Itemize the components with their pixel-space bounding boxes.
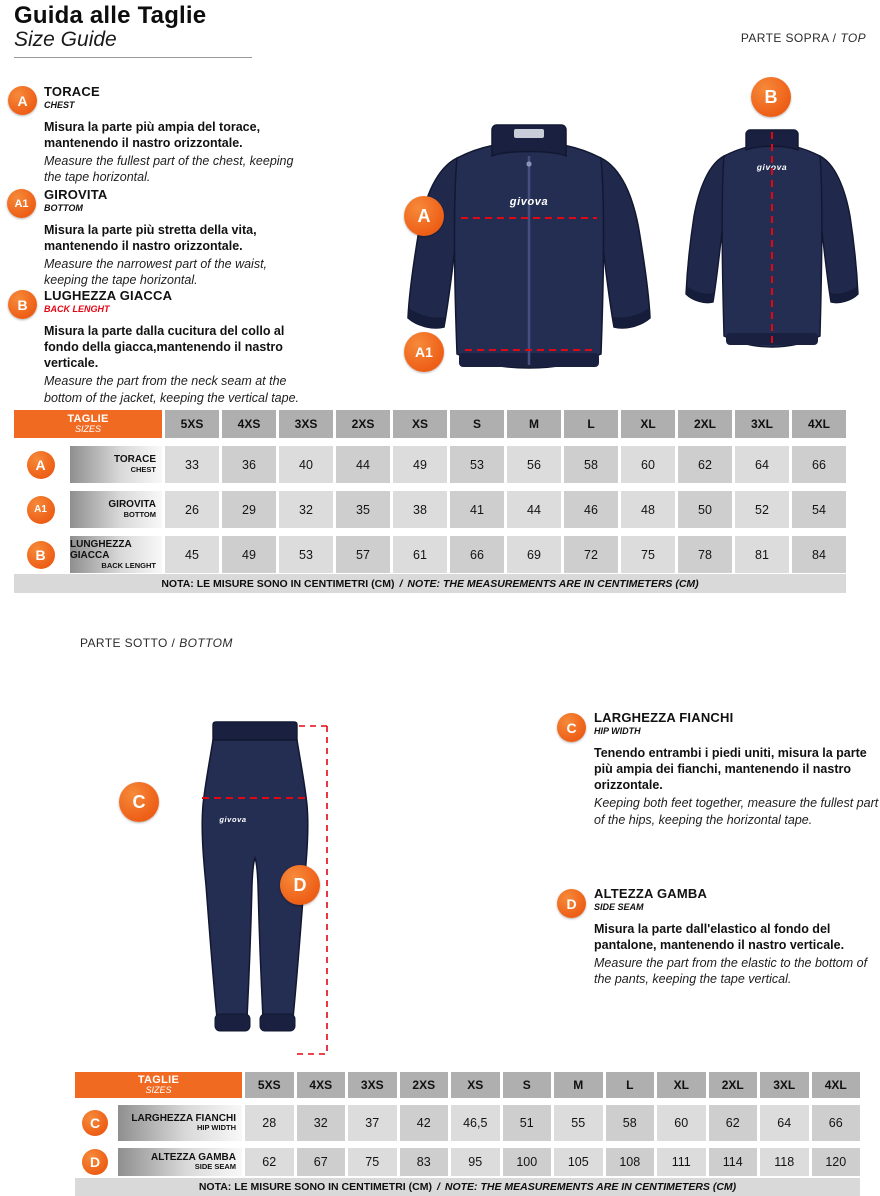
title-underline (14, 57, 252, 58)
size-column-header: XS (393, 410, 447, 438)
row-badge-cell (75, 1148, 115, 1176)
size-column-header: XL (621, 410, 675, 438)
jacket-back-image (676, 120, 868, 360)
row-badge: B (27, 541, 55, 569)
figure-badge-b: B (751, 77, 791, 117)
measure-desc-en: Measure the part from the neck seam at the bottom of the jacket, keeping the vertical tape. (44, 374, 300, 405)
size-value-cell: 32 (279, 491, 333, 528)
size-value-cell: 108 (606, 1148, 655, 1176)
section-label-top-text: PARTE SOPRA / (740, 31, 837, 45)
row-label-cell (118, 1105, 242, 1141)
size-value-cell: 84 (792, 536, 846, 573)
size-value-cell: 60 (657, 1105, 706, 1141)
row-label: TORACE (113, 454, 156, 466)
pants-right-cuff (260, 1014, 295, 1031)
section-label-bottom (80, 636, 233, 650)
measure-badge-d: D (557, 889, 586, 918)
measure-title: GIROVITA (44, 187, 108, 202)
size-column-header: S (503, 1072, 552, 1098)
figure-badge-d: D (280, 865, 320, 905)
size-column-header: XS (451, 1072, 500, 1098)
size-column-header: S (450, 410, 504, 438)
measure-badge-c: C (557, 713, 586, 742)
measure-subtitle: BACK LENGHT (44, 304, 110, 315)
size-column-header: M (507, 410, 561, 438)
size-value-cell: 111 (657, 1148, 706, 1176)
size-value-cell: 51 (503, 1105, 552, 1141)
measure-block-chest (44, 84, 299, 186)
row-label-cell (70, 536, 162, 573)
measure-block-back-length (44, 288, 299, 406)
note-english: NOTE: THE MEASUREMENTS ARE IN CENTIMETERS (CM) (444, 1181, 737, 1193)
jacket-left-sleeve (408, 158, 458, 328)
row-sublabel: CHEST (130, 464, 156, 474)
note-separator: / (399, 577, 403, 590)
size-column-header: 2XS (400, 1072, 449, 1098)
table-row (14, 491, 846, 528)
size-value-cell: 114 (709, 1148, 758, 1176)
size-value-cell: 44 (507, 491, 561, 528)
jacket-back-right-sleeve (820, 156, 858, 303)
note-english: NOTE: THE MEASUREMENTS ARE IN CENTIMETERS (CM) (407, 577, 699, 590)
size-value-cell: 49 (393, 446, 447, 483)
size-value-cell: 46,5 (451, 1105, 500, 1141)
row-label-cell (118, 1148, 242, 1176)
row-sublabel: BOTTOM (123, 509, 156, 519)
size-value-cell: 41 (450, 491, 504, 528)
page-title-italian: Guida alle Taglie (14, 2, 207, 29)
size-value-cell: 81 (735, 536, 789, 573)
section-label-top (741, 31, 866, 45)
measure-desc-it: Misura la parte dalla cucitura del collo al fondo della giacca,mantenendo il nastro verticale. (44, 323, 285, 370)
measure-subtitle: SIDE SEAM (594, 902, 644, 913)
table-row (75, 1148, 860, 1176)
measure-subtitle: BOTTOM (44, 203, 83, 214)
page-title-english: Size Guide (14, 28, 117, 51)
size-value-cell: 49 (222, 536, 276, 573)
size-value-cell: 33 (165, 446, 219, 483)
size-table-top (14, 410, 846, 581)
pants-waistband (213, 722, 297, 740)
size-value-cell: 42 (400, 1105, 449, 1141)
measure-desc-it: Misura la parte dall'elastico al fondo del pantalone, mantenendo il nastro verticale. (594, 921, 845, 952)
row-badge: D (82, 1149, 108, 1175)
measure-title: ALTEZZA GAMBA (594, 886, 708, 901)
row-badge: C (82, 1110, 108, 1136)
row-sublabel: SIDE SEAM (194, 1162, 236, 1172)
size-value-cell: 62 (678, 446, 732, 483)
measure-block-hip-width (594, 710, 880, 828)
row-badge-cell (14, 536, 67, 573)
size-value-cell: 100 (503, 1148, 552, 1176)
size-value-cell: 29 (222, 491, 276, 528)
zipper-pull (526, 161, 531, 166)
row-label: ALTEZZA GAMBA (151, 1151, 236, 1163)
size-value-cell: 56 (507, 446, 561, 483)
size-column-header: 4XL (812, 1072, 861, 1098)
row-badge: A (27, 451, 55, 479)
table-row (14, 446, 846, 483)
size-column-header: 2XL (678, 410, 732, 438)
jacket-right-sleeve (600, 158, 650, 328)
size-value-cell: 38 (393, 491, 447, 528)
brand-logo-text: givova (509, 196, 549, 208)
row-badge-cell (14, 446, 67, 483)
measure-title: LUGHEZZA GIACCA (44, 288, 173, 303)
measure-subtitle: CHEST (44, 100, 75, 111)
measure-badge-b: B (8, 290, 37, 319)
table-header-row (14, 410, 846, 438)
measure-desc-it: Misura la parte più stretta della vita, mantenendo il nastro orizzontale. (44, 222, 257, 253)
size-column-header: 4XL (792, 410, 846, 438)
size-value-cell: 67 (297, 1148, 346, 1176)
figure-badge-c: C (119, 782, 159, 822)
size-value-cell: 58 (564, 446, 618, 483)
size-value-cell: 36 (222, 446, 276, 483)
measure-title: LARGHEZZA FIANCHI (594, 710, 734, 725)
size-column-header: 2XS (336, 410, 390, 438)
table-corner-subtitle: SIZES (74, 424, 101, 435)
note-separator: / (436, 1181, 440, 1193)
table-corner-title: TAGLIE (137, 1074, 180, 1086)
size-value-cell: 118 (760, 1148, 809, 1176)
measure-badge-a: A (8, 86, 37, 115)
size-value-cell: 83 (400, 1148, 449, 1176)
size-value-cell: 46 (564, 491, 618, 528)
size-value-cell: 26 (165, 491, 219, 528)
size-value-cell: 105 (554, 1148, 603, 1176)
row-label: LUNGHEZZA GIACCA (70, 538, 132, 562)
size-value-cell: 28 (245, 1105, 294, 1141)
brand-logo-text-back: givova (756, 162, 788, 172)
size-column-header: 3XL (735, 410, 789, 438)
size-value-cell: 60 (621, 446, 675, 483)
size-column-header: L (564, 410, 618, 438)
measure-desc-it: Tenendo entrambi i piedi uniti, misura la parte più ampia dei fianchi, mantenendo il nastro orizzontale. (594, 745, 867, 792)
figure-badge-a1: A1 (404, 332, 444, 372)
section-label-bottom-em: BOTTOM (179, 636, 233, 650)
size-value-cell: 69 (507, 536, 561, 573)
size-value-cell: 53 (450, 446, 504, 483)
section-label-top-em: TOP (840, 31, 866, 45)
size-column-header: 4XS (297, 1072, 346, 1098)
measure-desc-it: Misura la parte più ampia del torace, mantenendo il nastro orizzontale. (44, 119, 261, 150)
measure-desc-en: Keeping both feet together, measure the fullest part of the hips, keeping the horizontal tape. (594, 796, 879, 827)
size-value-cell: 57 (336, 536, 390, 573)
measure-desc-en: Measure the fullest part of the chest, keeping the tape horizontal. (44, 154, 294, 185)
measure-badge-a1: A1 (7, 189, 36, 218)
measure-desc-en: Measure the narrowest part of the waist, keeping the tape horizontal. (44, 257, 268, 288)
size-column-header: 3XS (348, 1072, 397, 1098)
size-column-header: 3XL (760, 1072, 809, 1098)
size-value-cell: 66 (450, 536, 504, 573)
size-value-cell: 44 (336, 446, 390, 483)
size-value-cell: 53 (279, 536, 333, 573)
row-badge: A1 (27, 496, 55, 524)
row-label: GIROVITA (108, 499, 156, 511)
table-corner-cell (14, 410, 162, 438)
size-value-cell: 55 (554, 1105, 603, 1141)
figure-badge-a: A (404, 196, 444, 236)
collar-tag (514, 129, 544, 138)
table-corner-subtitle: SIZES (145, 1085, 172, 1096)
size-value-cell: 32 (297, 1105, 346, 1141)
size-column-header: 5XS (245, 1072, 294, 1098)
jacket-back-left-sleeve (686, 156, 724, 303)
size-column-header: L (606, 1072, 655, 1098)
size-value-cell: 48 (621, 491, 675, 528)
size-value-cell: 95 (451, 1148, 500, 1176)
size-value-cell: 52 (735, 491, 789, 528)
size-column-header: 3XS (279, 410, 333, 438)
size-column-header: XL (657, 1072, 706, 1098)
brand-logo-text-pants: givova (219, 815, 247, 824)
row-badge-cell (14, 491, 67, 528)
row-sublabel: HIP WIDTH (196, 1123, 236, 1133)
table-corner-cell (75, 1072, 242, 1098)
row-label-cell (70, 491, 162, 528)
measure-block-bottom (44, 187, 299, 289)
note-bar-bottom (75, 1178, 860, 1196)
size-value-cell: 58 (606, 1105, 655, 1141)
table-corner-title: TAGLIE (67, 413, 109, 425)
size-value-cell: 78 (678, 536, 732, 573)
measure-desc-en: Measure the part from the elastic to the bottom of the pants, keeping the tape vertical. (594, 956, 868, 987)
table-header-row (75, 1072, 860, 1098)
row-badge-cell (75, 1105, 115, 1141)
size-column-header: 2XL (709, 1072, 758, 1098)
measure-block-side-seam (594, 886, 880, 988)
size-column-header: M (554, 1072, 603, 1098)
size-value-cell: 66 (812, 1105, 861, 1141)
row-label-cell (70, 446, 162, 483)
size-value-cell: 75 (621, 536, 675, 573)
measure-title: TORACE (44, 84, 100, 99)
size-table-bottom (75, 1072, 860, 1176)
table-row (14, 536, 846, 573)
note-italian: NOTA: LE MISURE SONO IN CENTIMETRI (CM) (198, 1181, 432, 1193)
size-value-cell: 35 (336, 491, 390, 528)
note-bar-top (14, 574, 846, 593)
size-value-cell: 45 (165, 536, 219, 573)
table-row (75, 1105, 860, 1141)
row-label: LARGHEZZA FIANCHI (131, 1112, 236, 1124)
size-value-cell: 37 (348, 1105, 397, 1141)
size-value-cell: 75 (348, 1148, 397, 1176)
size-value-cell: 62 (245, 1148, 294, 1176)
size-value-cell: 54 (792, 491, 846, 528)
size-value-cell: 64 (735, 446, 789, 483)
size-value-cell: 72 (564, 536, 618, 573)
size-value-cell: 50 (678, 491, 732, 528)
section-label-bottom-text: PARTE SOTTO / (80, 636, 176, 650)
size-value-cell: 64 (760, 1105, 809, 1141)
measure-subtitle: HIP WIDTH (594, 726, 641, 737)
size-value-cell: 40 (279, 446, 333, 483)
size-column-header: 4XS (222, 410, 276, 438)
size-column-header: 5XS (165, 410, 219, 438)
row-sublabel: BACK LENGHT (101, 560, 156, 570)
pants-left-cuff (215, 1014, 250, 1031)
size-value-cell: 62 (709, 1105, 758, 1141)
size-value-cell: 120 (812, 1148, 861, 1176)
note-italian: NOTA: LE MISURE SONO IN CENTIMETRI (CM) (161, 577, 395, 590)
size-value-cell: 66 (792, 446, 846, 483)
size-value-cell: 61 (393, 536, 447, 573)
